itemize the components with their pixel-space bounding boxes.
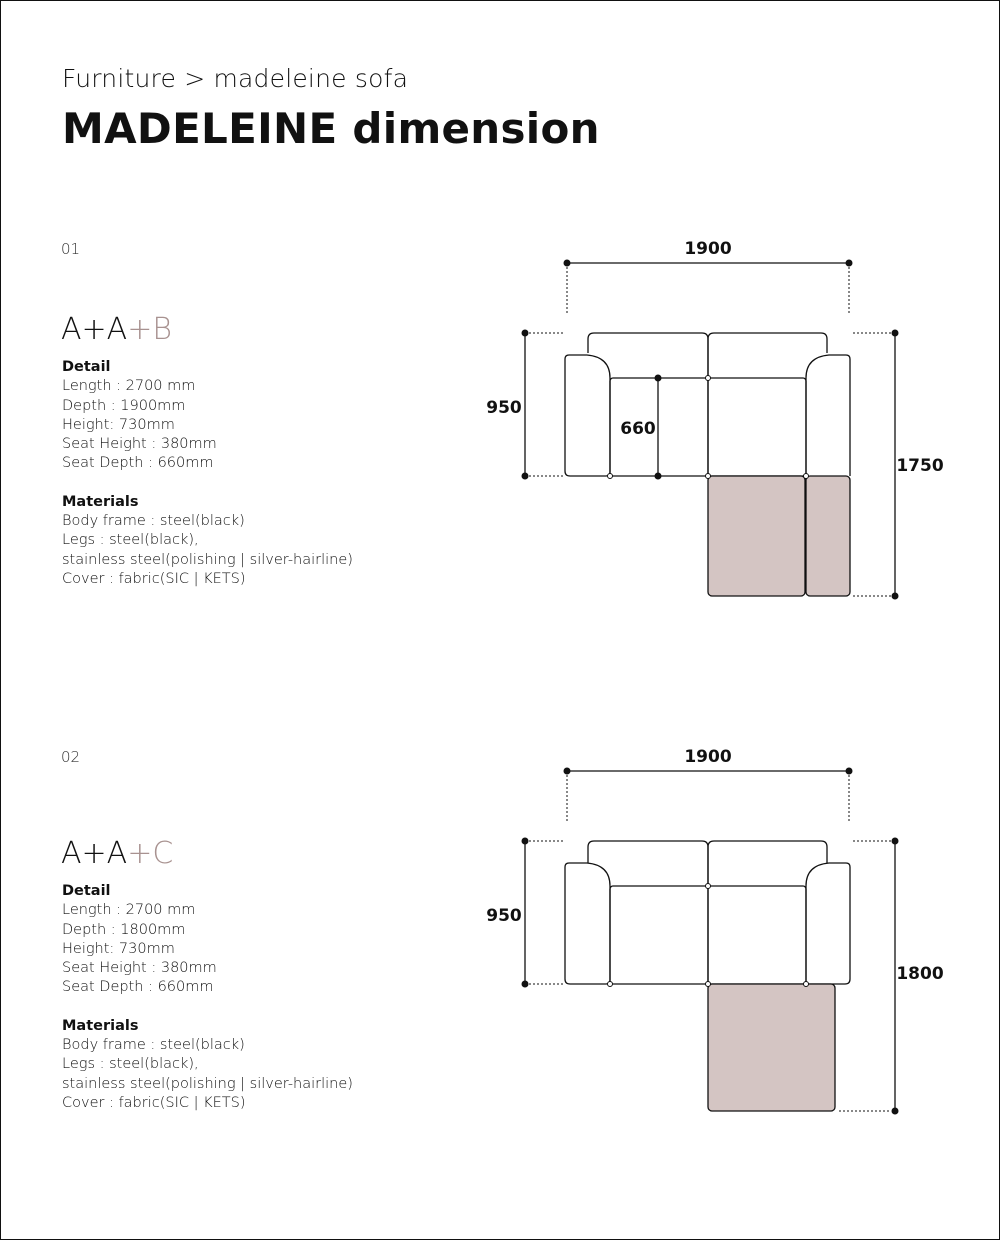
materials-heading: Materials [62,493,139,510]
detail-line: Height: 730mm [62,416,175,433]
material-line: Cover : fabric(SIC | KETS) [62,570,246,587]
backrest-right [708,333,827,378]
arm-left [565,355,610,476]
detail-heading: Detail [62,883,111,899]
material-line: Cover : fabric(SIC | KETS) [62,1094,246,1111]
dimension-left [486,330,565,480]
dim-label-right: 1750 [896,456,944,476]
dimension-right [853,330,944,600]
chaise-cushion [708,984,835,1111]
dim-label-left: 950 [486,906,522,926]
section-01 [1,240,1000,670]
backrest-left [588,333,708,378]
arm-right [806,863,850,984]
seat-cushion-right [708,886,806,984]
backrest-left [588,841,708,886]
dimension-top [564,239,853,313]
dimension-right [839,838,944,1115]
section-number: 02 [61,748,81,766]
page-title: MADELEINE dimension [62,104,600,153]
arm-right [806,355,850,476]
detail-heading: Detail [62,359,111,375]
dim-label-right: 1800 [896,964,944,984]
dim-label-left: 950 [486,398,522,418]
breadcrumb: Furniture > madeleine sofa [62,64,409,93]
arm-left [565,863,610,984]
chaise-arm [806,476,850,596]
detail-line: Depth : 1900mm [62,397,186,414]
combo-base: A+A [61,836,128,871]
detail-line: Length : 2700 mm [62,378,196,395]
chaise-cushion [708,476,805,596]
combo-title [61,836,173,871]
dimension-left [486,838,565,988]
detail-line: Seat Height : 380mm [62,960,217,977]
dimension-top [564,747,853,821]
seat-cushion-left [610,886,708,984]
material-line: Body frame : steel(black) [62,1037,245,1054]
combo-title [61,312,172,347]
detail-line: Height: 730mm [62,940,175,957]
materials-heading: Materials [62,1017,139,1034]
material-line: Body frame : steel(black) [62,513,245,530]
spec-block [62,358,353,589]
sofa-plan-diagram [471,748,971,1128]
detail-line: Seat Height : 380mm [62,436,217,453]
material-line: stainless steel(polishing | silver-hairline) [62,551,353,568]
dim-label-top: 1900 [684,239,732,259]
spec-block [62,882,353,1113]
dim-label-inner: 660 [620,419,656,439]
backrest-right [708,841,827,886]
material-line: Legs : steel(black), [62,1056,199,1073]
dim-label-top: 1900 [684,747,732,767]
section-number: 01 [61,240,81,258]
combo-accent: +C [127,836,174,871]
section-02 [1,748,1000,1178]
seat-cushion-right [708,378,806,476]
material-line: stainless steel(polishing | silver-hairline) [62,1075,353,1092]
combo-accent: +B [127,312,172,347]
detail-line: Seat Depth : 660mm [62,455,214,472]
sofa-plan-diagram [471,240,971,620]
detail-line: Length : 2700 mm [62,902,196,919]
dimension-seat-depth [620,375,661,480]
detail-line: Depth : 1800mm [62,921,186,938]
material-line: Legs : steel(black), [62,532,199,549]
detail-line: Seat Depth : 660mm [62,979,214,996]
combo-base: A+A [61,312,128,347]
